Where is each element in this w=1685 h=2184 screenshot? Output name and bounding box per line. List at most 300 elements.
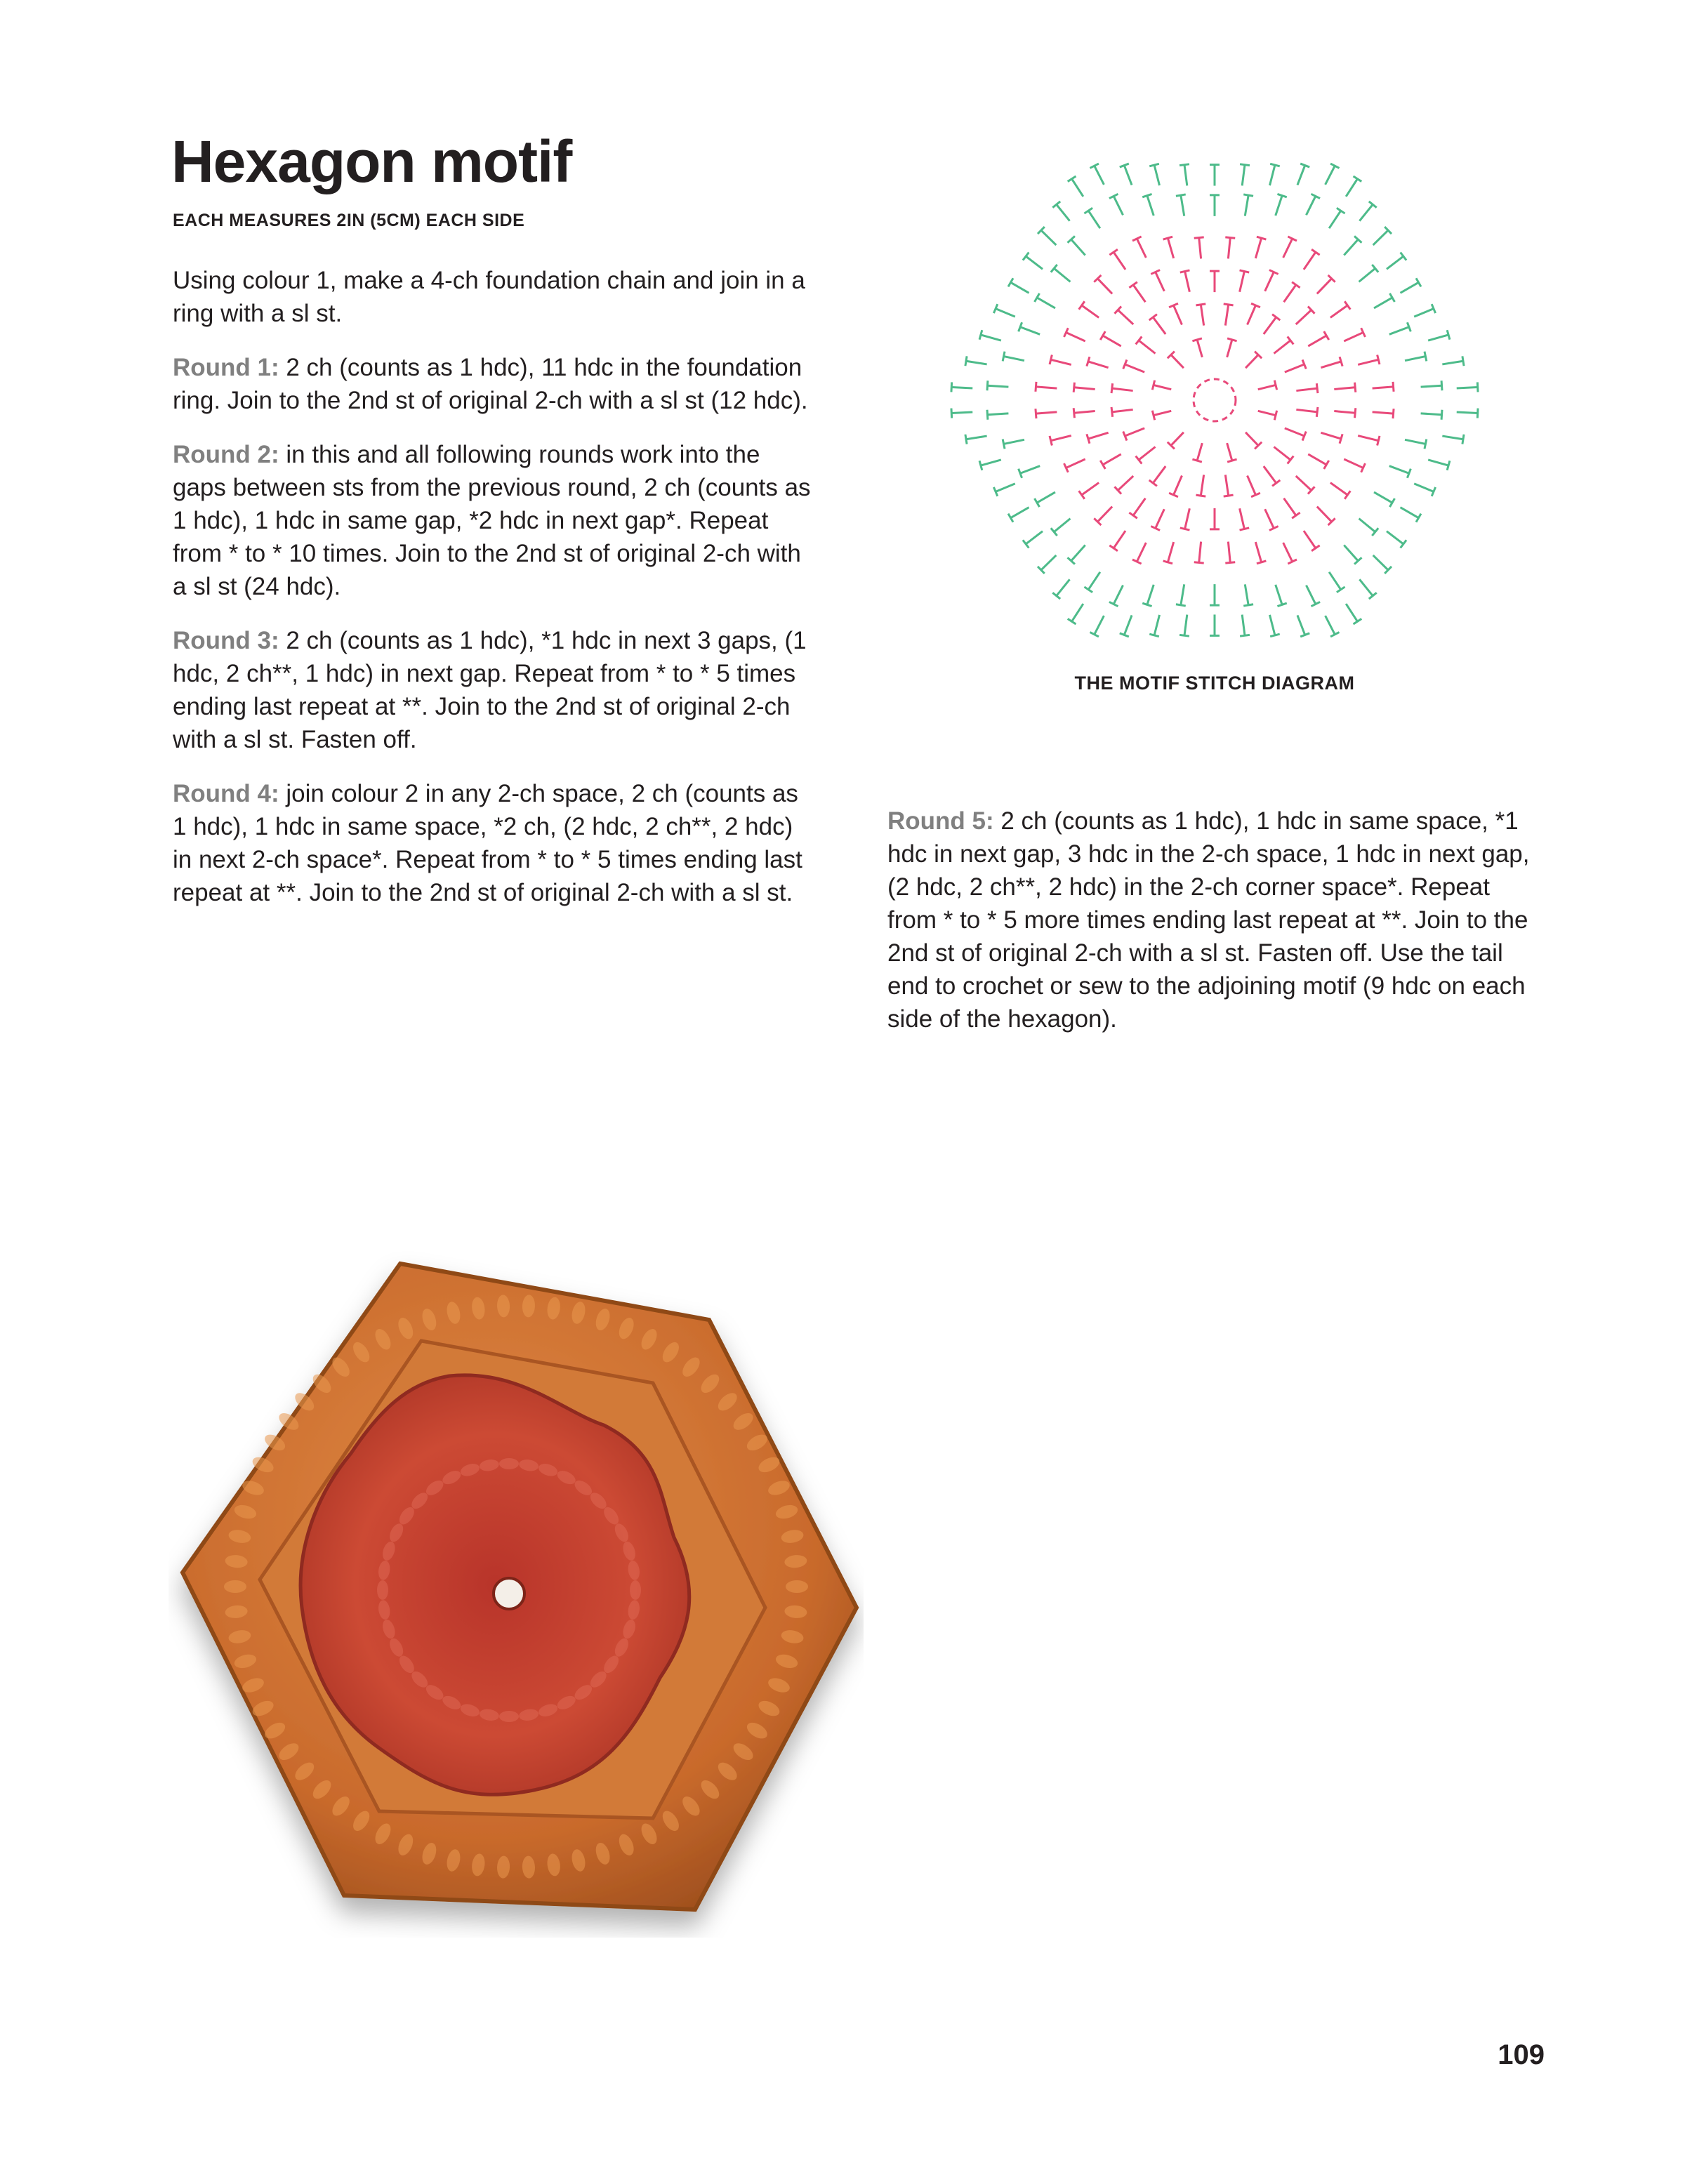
hdc-stitch-symbol — [987, 385, 1008, 387]
hdc-stitch-top — [1316, 383, 1318, 393]
hdc-stitch-symbol — [1308, 336, 1326, 346]
hdc-stitch-symbol — [1184, 165, 1187, 186]
hdc-stitch-top — [1084, 208, 1092, 213]
hdc-stitch-top — [965, 356, 967, 366]
hdc-stitch-top — [1377, 355, 1380, 364]
hdc-stitch-top — [1163, 237, 1172, 239]
hdc-stitch-symbol — [1004, 357, 1024, 361]
hdc-stitch-symbol — [1057, 204, 1070, 220]
hdc-stitch-symbol — [1095, 166, 1104, 185]
hdc-stitch-symbol — [1071, 239, 1085, 255]
yarn-stitch — [630, 1580, 641, 1600]
hdc-stitch-symbol — [1374, 298, 1392, 308]
hdc-stitch-symbol — [1344, 459, 1363, 468]
hdc-stitch-symbol — [1255, 238, 1261, 258]
hdc-stitch-symbol — [1026, 256, 1043, 269]
hdc-stitch-symbol — [1125, 364, 1144, 372]
hdc-stitch-top — [1243, 194, 1253, 196]
hdc-stitch-symbol — [1139, 446, 1156, 460]
hdc-stitch-top — [1355, 383, 1356, 392]
hdc-stitch-symbol — [1197, 443, 1202, 461]
hdc-stitch-top — [1240, 164, 1250, 166]
hdc-stitch-symbol — [1359, 579, 1373, 595]
hdc-stitch-symbol — [1346, 179, 1357, 197]
hdc-stitch-symbol — [1306, 585, 1315, 604]
hdc-stitch-top — [965, 435, 967, 444]
hdc-stitch-symbol — [1118, 310, 1133, 324]
round-4-label: Round 4: — [173, 780, 279, 807]
hdc-stitch-symbol — [1245, 432, 1258, 446]
hdc-stitch-symbol — [951, 412, 972, 413]
hdc-stitch-top — [1109, 545, 1118, 551]
hdc-stitch-top — [1441, 380, 1442, 390]
hdc-stitch-top — [1129, 282, 1137, 288]
hdc-stitch-top — [1142, 194, 1151, 197]
hdc-stitch-symbol — [1258, 411, 1276, 415]
round-4-paragraph — [173, 777, 819, 909]
hdc-stitch-symbol — [1284, 498, 1296, 516]
hdc-stitch-symbol — [1317, 507, 1332, 522]
hdc-stitch-top — [1192, 338, 1201, 341]
hdc-stitch-symbol — [1103, 336, 1121, 346]
hdc-stitch-top — [1225, 237, 1235, 238]
hdc-stitch-top — [1292, 282, 1300, 288]
hdc-stitch-top — [1224, 495, 1234, 496]
hdc-stitch-symbol — [1011, 508, 1029, 518]
hdc-stitch-symbol — [1296, 310, 1311, 324]
hdc-stitch-symbol — [1389, 466, 1409, 474]
hdc-stitch-top — [1447, 461, 1450, 470]
hdc-stitch-symbol — [1095, 616, 1104, 635]
hdc-stitch-symbol — [1114, 531, 1125, 548]
hdc-stitch-symbol — [1457, 387, 1478, 388]
hdc-stitch-top — [1240, 270, 1250, 272]
hdc-stitch-symbol — [1264, 466, 1276, 483]
hdc-stitch-top — [1311, 545, 1320, 551]
hdc-stitch-top — [1240, 528, 1250, 530]
hdc-stitch-symbol — [1004, 439, 1024, 444]
hdc-stitch-symbol — [1227, 443, 1232, 461]
hdc-stitch-top — [1340, 434, 1342, 443]
hdc-stitch-symbol — [1154, 411, 1171, 415]
hdc-stitch-symbol — [1276, 196, 1282, 216]
hdc-stitch-symbol — [1133, 498, 1145, 516]
hdc-stitch-symbol — [1421, 413, 1442, 415]
hdc-stitch-symbol — [1201, 475, 1203, 496]
hdc-stitch-symbol — [1373, 230, 1388, 245]
hdc-stitch-symbol — [1359, 204, 1373, 220]
hdc-stitch-symbol — [1097, 507, 1112, 522]
hdc-stitch-top — [1196, 495, 1205, 496]
hdc-stitch-top — [1447, 330, 1450, 339]
hdc-stitch-top — [1274, 380, 1276, 390]
hdc-stitch-top — [1109, 249, 1118, 255]
hdc-stitch-symbol — [1057, 579, 1070, 595]
hdc-stitch-symbol — [1329, 211, 1341, 228]
hdc-stitch-symbol — [1171, 432, 1184, 446]
hdc-stitch-symbol — [1153, 317, 1165, 334]
hdc-stitch-top — [1180, 635, 1189, 636]
hdc-stitch-symbol — [1373, 555, 1388, 570]
hdc-stitch-top — [1194, 562, 1204, 563]
hdc-stitch-symbol — [1020, 327, 1040, 335]
hdc-stitch-symbol — [1240, 272, 1245, 292]
hdc-stitch-symbol — [1066, 333, 1085, 341]
hdc-stitch-symbol — [1373, 412, 1394, 413]
hdc-stitch-symbol — [1405, 357, 1425, 361]
hdc-stitch-symbol — [1174, 305, 1182, 325]
hdc-stitch-symbol — [1066, 459, 1085, 468]
hdc-stitch-symbol — [1283, 543, 1293, 562]
hdc-stitch-top — [987, 410, 988, 420]
hdc-stitch-symbol — [1133, 285, 1145, 303]
hdc-stitch-symbol — [1228, 542, 1230, 563]
hdc-stitch-top — [979, 461, 982, 470]
hdc-stitch-top — [1340, 357, 1342, 366]
round-3-text: 2 ch (counts as 1 hdc), *1 hdc in next 3 gaps, (1 hdc, 2 ch**, 1 hdc) in next gap. Repeat from * to * 5 times ending last repeat at **. Join to the 2nd st of original 2-ch with a sl st. Fasten off. — [173, 627, 807, 753]
hdc-stitch-symbol — [1258, 385, 1276, 389]
hdc-stitch-top — [1194, 237, 1204, 238]
hdc-stitch-top — [1180, 528, 1190, 530]
hdc-stitch-symbol — [1269, 165, 1274, 185]
hdc-stitch-top — [1050, 436, 1052, 446]
hdc-stitch-symbol — [1171, 355, 1184, 368]
hdc-stitch-symbol — [1245, 355, 1258, 368]
hdc-stitch-symbol — [1037, 298, 1055, 308]
round-2-paragraph — [173, 438, 819, 603]
hdc-stitch-symbol — [1387, 256, 1403, 269]
hdc-stitch-top — [1344, 491, 1350, 498]
hdc-stitch-symbol — [987, 413, 1008, 415]
hdc-stitch-top — [1192, 459, 1201, 462]
hdc-stitch-top — [1274, 411, 1276, 421]
hdc-stitch-symbol — [1242, 615, 1245, 636]
hdc-stitch-symbol — [1344, 239, 1358, 255]
hdc-stitch-symbol — [1428, 460, 1448, 465]
hdc-stitch-symbol — [1185, 508, 1190, 529]
hdc-stitch-symbol — [1414, 309, 1434, 317]
hdc-stitch-top — [1084, 587, 1092, 593]
hdc-stitch-top — [1111, 383, 1113, 393]
hdc-stitch-top — [1180, 164, 1189, 166]
hdc-stitch-symbol — [1137, 543, 1146, 562]
hdc-stitch-symbol — [1011, 282, 1029, 293]
hdc-stitch-symbol — [1330, 483, 1347, 495]
foundation-ring — [1194, 379, 1236, 421]
hdc-stitch-top — [1277, 194, 1286, 197]
hdc-stitch-top — [1003, 439, 1005, 449]
hdc-stitch-symbol — [1037, 492, 1055, 503]
hdc-stitch-symbol — [1248, 305, 1256, 325]
hdc-stitch-symbol — [1197, 340, 1202, 357]
round-3-label: Round 3: — [173, 627, 279, 654]
hdc-stitch-symbol — [1199, 238, 1201, 259]
hdc-stitch-symbol — [1156, 509, 1165, 528]
diagram-colour-2-rounds — [951, 164, 1478, 637]
round-2-text: in this and all following rounds work into the gaps between sts from the previous round, 2 ch (counts as 1 hdc), 1 hdc in same gap, *2 hdc in next gap*. Repeat from * to * 10 times. Join to the 2nd st of original 2-ch with a sl st (24 hdc). — [173, 441, 811, 600]
hdc-stitch-top — [1176, 194, 1186, 196]
hdc-stitch-symbol — [1344, 545, 1358, 561]
hdc-stitch-symbol — [1181, 584, 1184, 605]
hdc-stitch-symbol — [981, 460, 1001, 465]
hdc-stitch-top — [1079, 491, 1085, 498]
hdc-stitch-symbol — [1373, 387, 1394, 388]
hdc-stitch-top — [1425, 352, 1427, 362]
hdc-stitch-symbol — [1442, 361, 1463, 364]
hdc-stitch-symbol — [1401, 282, 1419, 293]
hdc-stitch-top — [1180, 270, 1190, 272]
hdc-stitch-symbol — [1026, 531, 1043, 544]
hdc-stitch-symbol — [981, 335, 1001, 340]
hdc-stitch-symbol — [1041, 555, 1056, 570]
hdc-stitch-symbol — [1264, 317, 1276, 334]
hdc-stitch-symbol — [1321, 432, 1341, 439]
hdc-stitch-top — [1477, 382, 1478, 392]
hdc-stitch-symbol — [1181, 195, 1184, 216]
round-3-paragraph — [173, 624, 819, 756]
hdc-stitch-top — [1152, 411, 1154, 421]
hdc-stitch-top — [1344, 301, 1350, 309]
hdc-stitch-top — [1292, 512, 1300, 518]
hdc-stitch-symbol — [1112, 409, 1133, 411]
hdc-stitch-symbol — [1199, 542, 1201, 563]
hdc-stitch-top — [1393, 382, 1394, 392]
hdc-stitch-symbol — [1225, 475, 1228, 496]
round-2-label: Round 2: — [173, 441, 279, 468]
hdc-stitch-top — [1277, 603, 1286, 606]
hdc-stitch-symbol — [1103, 454, 1121, 465]
hdc-stitch-symbol — [1124, 615, 1132, 635]
hdc-stitch-top — [1355, 408, 1356, 418]
instructions-right-column — [887, 805, 1533, 1057]
page-title: Hexagon motif — [171, 128, 572, 194]
hdc-stitch-symbol — [951, 387, 972, 388]
hdc-stitch-symbol — [1297, 615, 1305, 635]
hdc-stitch-symbol — [1285, 428, 1304, 436]
hdc-stitch-symbol — [1304, 531, 1316, 548]
crocheted-hexagon-photo — [168, 1243, 864, 1938]
hdc-stitch-symbol — [1154, 165, 1159, 185]
yarn-stitch — [377, 1580, 388, 1600]
hdc-stitch-symbol — [1088, 432, 1109, 439]
hdc-stitch-symbol — [1374, 492, 1392, 503]
hdc-stitch-symbol — [1051, 359, 1071, 364]
hdc-stitch-symbol — [1051, 436, 1071, 441]
hdc-stitch-symbol — [1201, 305, 1203, 326]
hdc-stitch-top — [1087, 434, 1090, 443]
round-4-text: join colour 2 in any 2-ch space, 2 ch (counts as 1 hdc), 1 hdc in same space, *2 ch, (2 hdc, 2 ch**, 2 hdc) in next 2-ch space*. Repeat from * to * 5 times ending last repeat at **. Join to the 2nd st of original 2-ch with a sl st. — [173, 780, 802, 906]
intro-paragraph: Using colour 1, make a 4-ch foundation chain and join in a ring with a sl st. — [173, 267, 805, 327]
hdc-stitch-symbol — [1321, 362, 1341, 368]
hdc-stitch-top — [987, 380, 988, 390]
hdc-stitch-top — [1073, 383, 1074, 392]
hdc-stitch-top — [1270, 634, 1280, 636]
hdc-stitch-symbol — [1308, 454, 1326, 465]
hdc-stitch-symbol — [1114, 196, 1123, 215]
round-5-text: 2 ch (counts as 1 hdc), 1 hdc in same space, *1 hdc in next gap, 3 hdc in the 2-ch space, 1 hdc in next gap, (2 hdc, 2 ch**, 2 hdc) in the 2-ch corner space*. Repeat from * to * 5 more times ending last repeat at **. Join to the 2nd st of original 2-ch with a sl st. Fasten off. Use the tail end to crochet or sew to the adjoining motif (9 hdc on each side of the hexagon). — [887, 807, 1530, 1033]
hdc-stitch-symbol — [1428, 335, 1448, 340]
hdc-stitch-top — [1149, 164, 1159, 166]
hdc-stitch-top — [1270, 164, 1280, 166]
hdc-stitch-top — [1073, 408, 1074, 418]
hdc-stitch-symbol — [1184, 615, 1187, 636]
hdc-stitch-top — [1462, 356, 1464, 366]
hdc-stitch-top — [1337, 587, 1345, 593]
hdc-stitch-symbol — [1326, 166, 1335, 185]
round-1-text: 2 ch (counts as 1 hdc), 11 hdc in the foundation ring. Join to the 2nd st of original 2-ch with a sl st (12 hdc). — [173, 354, 808, 414]
hdc-stitch-top — [1377, 436, 1380, 446]
round-1-label: Round 1: — [173, 354, 279, 381]
hdc-stitch-symbol — [1154, 615, 1159, 635]
hdc-stitch-top — [951, 382, 952, 392]
hdc-stitch-symbol — [1265, 509, 1274, 528]
hdc-stitch-symbol — [1405, 439, 1425, 444]
hdc-stitch-symbol — [1274, 446, 1290, 460]
hdc-stitch-symbol — [1125, 428, 1144, 436]
hdc-stitch-symbol — [1358, 359, 1378, 364]
hdc-stitch-symbol — [1245, 195, 1248, 216]
hdc-stitch-symbol — [1054, 519, 1070, 532]
hdc-stitch-top — [1142, 603, 1151, 606]
hdc-stitch-symbol — [1112, 388, 1133, 390]
hdc-stitch-symbol — [1082, 305, 1099, 317]
hdc-stitch-symbol — [1304, 252, 1316, 270]
hdc-stitch-symbol — [1228, 238, 1230, 259]
hdc-stitch-symbol — [1245, 584, 1248, 605]
hdc-stitch-symbol — [1285, 364, 1304, 372]
hdc-stitch-symbol — [1330, 305, 1347, 317]
hdc-stitch-top — [1225, 562, 1235, 563]
hdc-stitch-symbol — [1255, 542, 1261, 562]
hdc-stitch-symbol — [1074, 411, 1095, 413]
hdc-stitch-symbol — [1088, 362, 1109, 368]
hdc-stitch-symbol — [1114, 252, 1125, 270]
hdc-stitch-symbol — [1153, 466, 1165, 483]
round-1-paragraph — [173, 351, 819, 417]
hdc-stitch-top — [1477, 409, 1478, 418]
hdc-stitch-symbol — [1036, 412, 1057, 413]
hdc-stitch-symbol — [1297, 166, 1305, 185]
hdc-stitch-symbol — [1248, 475, 1256, 495]
hdc-stitch-symbol — [1156, 272, 1165, 291]
hdc-stitch-symbol — [1359, 519, 1375, 532]
hdc-stitch-symbol — [1072, 604, 1083, 621]
hdc-stitch-top — [1003, 352, 1005, 362]
diagram-colour-1-rounds — [1036, 237, 1394, 564]
hdc-stitch-top — [1393, 409, 1394, 418]
hdc-stitch-symbol — [1174, 475, 1182, 495]
hdc-stitch-symbol — [1097, 279, 1112, 294]
hdc-stitch-symbol — [1020, 466, 1040, 474]
hdc-stitch-symbol — [1147, 585, 1154, 604]
hdc-stitch-symbol — [1227, 340, 1232, 357]
hdc-stitch-symbol — [1296, 388, 1317, 390]
yarn-stitch — [786, 1580, 808, 1593]
hdc-stitch-symbol — [1387, 531, 1403, 544]
hdc-stitch-symbol — [1168, 542, 1173, 562]
hdc-stitch-top — [1129, 512, 1137, 518]
hdc-stitch-symbol — [1274, 340, 1290, 354]
hdc-stitch-symbol — [1072, 179, 1083, 197]
hdc-stitch-top — [1149, 634, 1159, 636]
round-5-paragraph — [887, 805, 1533, 1035]
hdc-stitch-top — [951, 409, 952, 418]
hdc-stitch-top — [1196, 304, 1205, 305]
hdc-stitch-symbol — [1242, 165, 1245, 186]
hdc-stitch-symbol — [996, 309, 1015, 317]
hdc-stitch-top — [979, 330, 982, 339]
hdc-stitch-symbol — [1359, 268, 1375, 282]
hdc-stitch-symbol — [1154, 385, 1171, 389]
yarn-stitch — [499, 1458, 519, 1469]
hdc-stitch-symbol — [1137, 239, 1146, 258]
hdc-stitch-symbol — [1283, 239, 1293, 258]
hdc-stitch-top — [1050, 355, 1052, 364]
hdc-stitch-top — [1224, 304, 1234, 305]
hdc-stitch-symbol — [1168, 238, 1173, 258]
hdc-stitch-symbol — [1284, 285, 1296, 303]
hdc-stitch-top — [1111, 407, 1113, 417]
hdc-stitch-top — [1316, 407, 1318, 417]
hdc-stitch-symbol — [1225, 305, 1228, 326]
hdc-stitch-symbol — [1054, 268, 1070, 282]
yarn-stitch — [224, 1580, 246, 1593]
hdc-stitch-symbol — [1139, 340, 1156, 354]
hdc-stitch-top — [1176, 604, 1186, 606]
hdc-stitch-symbol — [1421, 385, 1442, 387]
hdc-stitch-top — [1425, 439, 1427, 449]
measurement-subtitle: EACH MEASURES 2IN (5CM) EACH SIDE — [173, 211, 525, 230]
hdc-stitch-symbol — [1358, 436, 1378, 441]
hdc-stitch-symbol — [1124, 166, 1132, 185]
hdc-stitch-symbol — [1088, 572, 1100, 590]
hdc-stitch-symbol — [966, 436, 987, 439]
hdc-stitch-top — [1257, 237, 1266, 239]
yarn-stitch — [499, 1711, 519, 1722]
page-number: 109 — [1498, 2039, 1545, 2070]
hdc-stitch-symbol — [1442, 436, 1463, 439]
hdc-stitch-symbol — [1334, 411, 1355, 413]
hdc-stitch-symbol — [1457, 412, 1478, 413]
hdc-stitch-symbol — [1265, 272, 1274, 291]
hdc-stitch-symbol — [1306, 196, 1315, 215]
diagram-caption: THE MOTIF STITCH DIAGRAM — [1074, 673, 1355, 694]
stitch-diagram — [913, 133, 1516, 667]
hdc-stitch-top — [1079, 301, 1085, 309]
hdc-stitch-symbol — [1276, 585, 1282, 604]
hdc-stitch-symbol — [1269, 615, 1274, 635]
hdc-stitch-top — [1227, 459, 1236, 462]
hdc-stitch-top — [1240, 635, 1250, 636]
hdc-stitch-top — [1462, 435, 1464, 444]
hdc-stitch-symbol — [1114, 585, 1123, 604]
hdc-stitch-symbol — [1346, 604, 1357, 621]
hdc-stitch-symbol — [1074, 388, 1095, 390]
hdc-stitch-top — [1441, 410, 1442, 420]
hdc-stitch-symbol — [1326, 616, 1335, 635]
hdc-stitch-symbol — [1118, 476, 1133, 490]
hdc-stitch-symbol — [1088, 211, 1100, 228]
round-5-label: Round 5: — [887, 807, 994, 835]
hdc-stitch-symbol — [1344, 333, 1363, 341]
hdc-stitch-top — [1152, 380, 1154, 390]
hdc-stitch-symbol — [1071, 545, 1085, 561]
hdc-stitch-top — [1311, 249, 1320, 255]
hdc-stitch-symbol — [1240, 508, 1245, 529]
hdc-stitch-symbol — [1317, 279, 1332, 294]
hdc-stitch-top — [1227, 338, 1236, 341]
hdc-stitch-symbol — [1414, 484, 1434, 492]
